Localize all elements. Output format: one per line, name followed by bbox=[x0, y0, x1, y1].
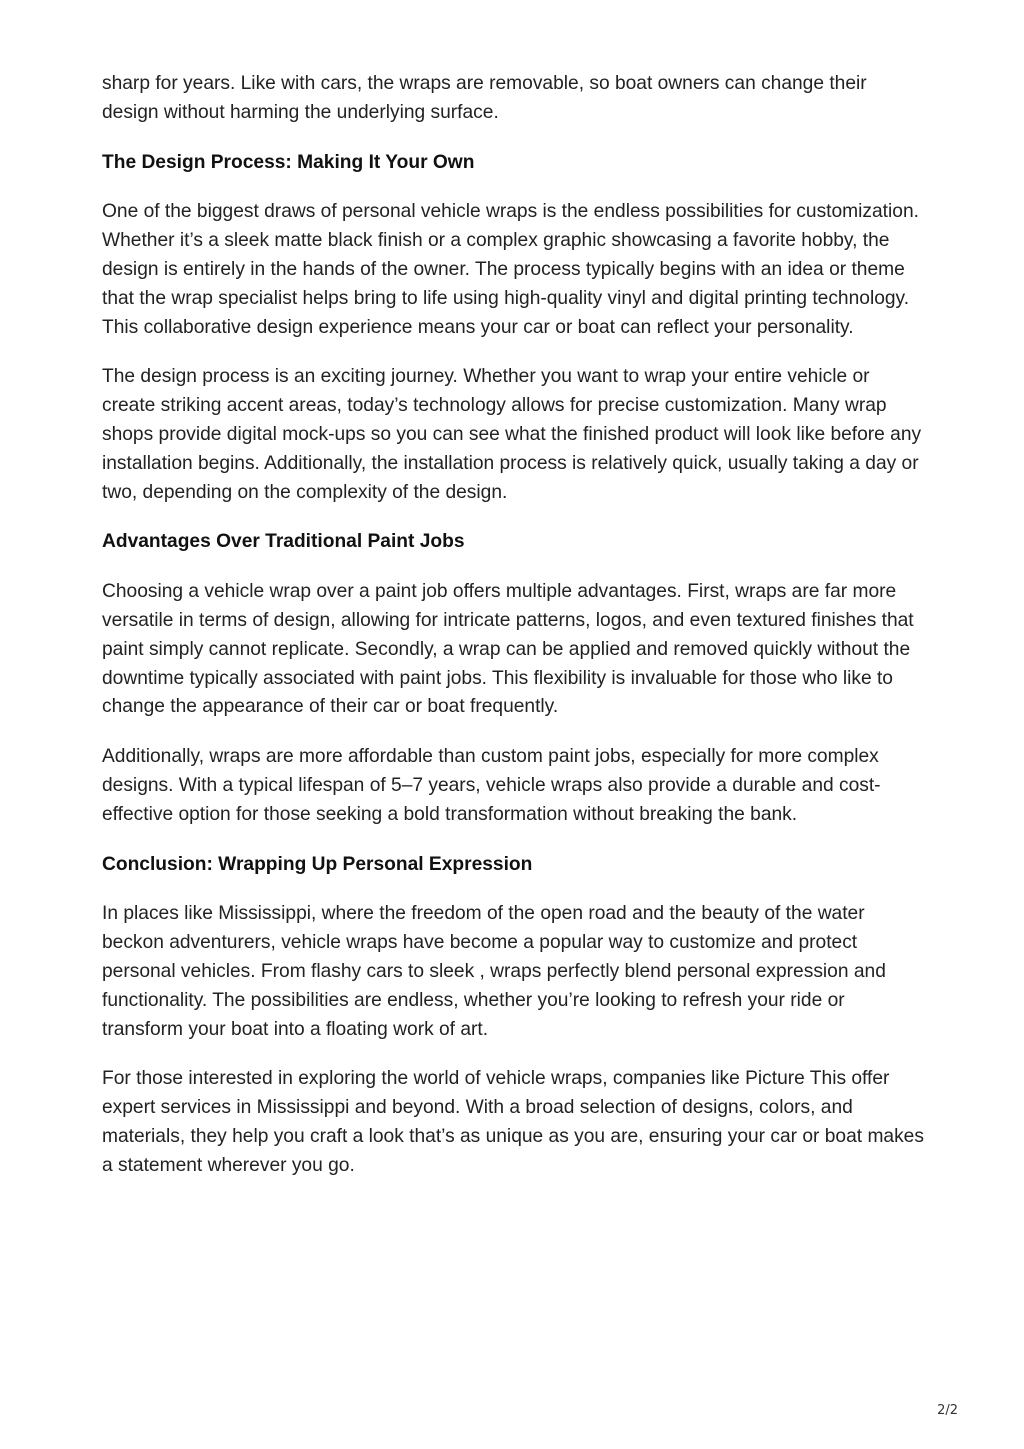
heading-design-process: The Design Process: Making It Your Own bbox=[102, 151, 475, 173]
heading-advantages: Advantages Over Traditional Paint Jobs bbox=[102, 531, 465, 553]
paragraph-customization: One of the biggest draws of personal vehicle wraps is the endless possibilities for customization. Whether it’s a sleek matte black finish or a complex graphic showcasing a favorite hobby, the design is entirely in the hands of the owner. The process typically begins with an idea or theme that the wrap specialist helps bring to life using high-quality vinyl and digital printing technology. This collaborative design experience means your car or boat can reflect your personality. bbox=[102, 201, 919, 338]
page-number: 2/2 bbox=[937, 1403, 958, 1418]
paragraph-design-journey: The design process is an exciting journey. Whether you want to wrap your entire vehicle or create striking accent areas, today’s technology allows for precise customization. Many wrap shops provide digital mock-ups so you can see what the finished product will look like before any installation begins. Additionally, the installation process is relatively quick, usually taking a day or two, depending on the complexity of the design. bbox=[102, 366, 922, 503]
paragraph-affordability: Additionally, wraps are more affordable than custom paint jobs, especially for more complex designs. With a typical lifespan of 5–7 years, vehicle wraps also provide a durable and cost-effective option for those seeking a bold transformation without breaking the bank. bbox=[102, 746, 881, 825]
document-body bbox=[102, 70, 924, 1202]
paragraph-picture-this: For those interested in exploring the world of vehicle wraps, companies like Picture This offer expert services in Mississippi and beyond. With a broad selection of designs, colors, and materials, they help you craft a look that’s as unique as you are, ensuring your car or boat makes a statement wherever you go. bbox=[102, 1068, 924, 1176]
paragraph-versatility: Choosing a vehicle wrap over a paint job offers multiple advantages. First, wraps are far more versatile in terms of design, allowing for intricate patterns, logos, and even textured finishes that paint simply cannot replicate. Secondly, a wrap can be applied and removed quickly without the downtime typically associated with paint jobs. This flexibility is invaluable for those who like to change the appearance of their car or boat frequently. bbox=[102, 581, 914, 718]
paragraph-intro-continuation: sharp for years. Like with cars, the wraps are removable, so boat owners can change their design without harming the underlying surface. bbox=[102, 73, 867, 123]
heading-conclusion: Conclusion: Wrapping Up Personal Expression bbox=[102, 853, 533, 875]
paragraph-mississippi: In places like Mississippi, where the freedom of the open road and the beauty of the water beckon adventurers, vehicle wraps have become a popular way to customize and protect personal vehicles. From flashy cars to sleek , wraps perfectly blend personal expression and functionality. The possibilities are endless, whether you’re looking to refresh your ride or transform your boat into a floating work of art. bbox=[102, 903, 886, 1040]
